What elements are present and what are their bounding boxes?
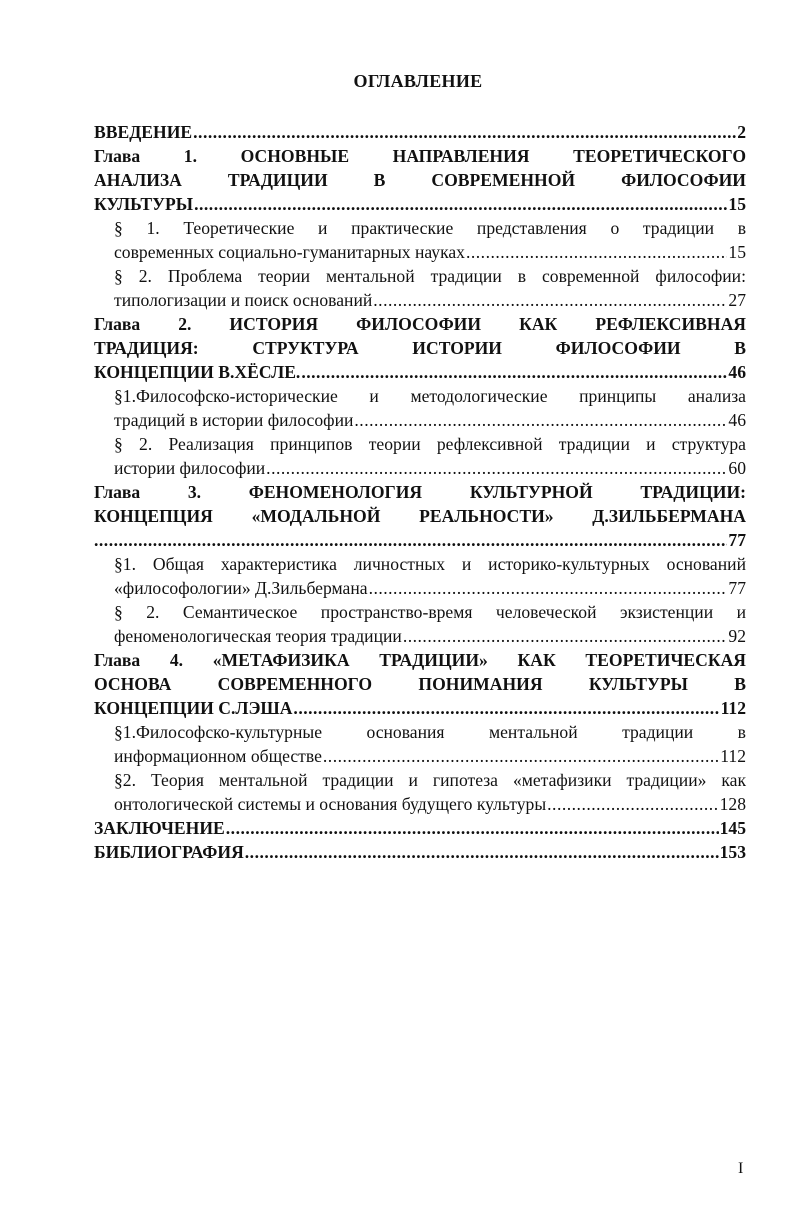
entry-title: «философологии» Д.Зильбермана [114,578,368,598]
toc-entry-section-3-2[interactable] [94,600,746,648]
toc-entry-section-1-2[interactable] [94,264,746,312]
entry-title-line: §1. Общая характеристика личностных и историко-культурных оснований [114,554,746,574]
dot-leader [547,792,718,816]
entry-title-line: §1.Философско-исторические и методологические принципы анализа [114,386,746,406]
toc-entry-section-1-1[interactable] [94,216,746,264]
table-of-contents [94,120,746,864]
dot-leader [369,576,728,600]
toc-entry-section-3-1[interactable] [94,552,746,600]
dot-leader [323,744,719,768]
entry-title: феноменологическая теория традиции [114,626,402,646]
dot-leader [245,840,719,864]
entry-title-line: КОНЦЕПЦИЯ «МОДАЛЬНОЙ РЕАЛЬНОСТИ» Д.ЗИЛЬБЕРМАНА [94,506,746,526]
page-number: 77 [728,578,746,598]
page-number: 92 [728,626,746,646]
page-number: 112 [720,746,746,766]
entry-title: традиций в истории философии [114,410,354,430]
entry-title-line: § 2. Семантическое пространство-время человеческой экзистенции и [114,602,746,622]
entry-title: БИБЛИОГРАФИЯ [94,842,244,862]
entry-title-line: §1.Философско-культурные основания ментальной традиции в [114,722,746,742]
page-number: 46 [728,362,746,382]
entry-title-line: § 1. Теоретические и практические представления о традиции в [114,218,746,238]
entry-title: ВВЕДЕНИЕ [94,122,193,142]
dot-leader [373,288,727,312]
page-number: 128 [719,794,746,814]
dot-leader [466,240,727,264]
dot-leader [266,456,727,480]
entry-title-line: Глава 3. ФЕНОМЕНОЛОГИЯ КУЛЬТУРНОЙ ТРАДИЦИИ: [94,482,746,502]
entry-title-line: § 2. Проблема теории ментальной традиции в современной философии: [114,266,746,286]
entry-title: КУЛЬТУРЫ [94,194,194,214]
dot-leader [403,624,728,648]
entry-title-line: АНАЛИЗА ТРАДИЦИИ В СОВРЕМЕННОЙ ФИЛОСОФИИ [94,170,746,190]
page-number: 145 [719,818,746,838]
folio-page-number: I [738,1160,744,1177]
toc-entry-section-2-2[interactable] [94,432,746,480]
toc-entry-section-4-2[interactable] [94,768,746,816]
entry-title-line: ОСНОВА СОВРЕМЕННОГО ПОНИМАНИЯ КУЛЬТУРЫ В [94,674,746,694]
entry-title: истории философии [114,458,266,478]
dot-leader [193,120,736,144]
dot-leader [354,408,727,432]
entry-title-line: §2. Теория ментальной традиции и гипотеза «метафизики традиции» как [114,770,746,790]
page-number: 27 [728,290,746,310]
entry-title-line: Глава 4. «МЕТАФИЗИКА ТРАДИЦИИ» КАК ТЕОРЕТИЧЕСКАЯ [94,650,746,670]
page-number: 153 [719,842,746,862]
entry-title: ЗАКЛЮЧЕНИЕ [94,818,225,838]
entry-title: информационном обществе [114,746,322,766]
entry-title: типологизации и поиск оснований [114,290,373,310]
page-number: 77 [728,530,746,550]
dot-leader [301,360,727,384]
toc-entry-introduction[interactable] [94,120,746,144]
toc-entry-section-4-1[interactable] [94,720,746,768]
dot-leader [293,696,719,720]
toc-entry-section-2-1[interactable] [94,384,746,432]
page-number: 15 [728,194,746,214]
toc-entry-chapter-2[interactable] [94,312,746,384]
entry-title: онтологической системы и основания будущего культуры [114,794,547,814]
page-number: 2 [737,122,746,142]
dot-leader [194,192,727,216]
toc-entry-chapter-1[interactable] [94,144,746,216]
page-number: 60 [728,458,746,478]
entry-title-line: ТРАДИЦИЯ: СТРУКТУРА ИСТОРИИ ФИЛОСОФИИ В [94,338,746,358]
page-number: 46 [728,410,746,430]
entry-title: КОНЦЕПЦИИ В.ХЁСЛЕ. [94,362,301,382]
entry-title-line: Глава 1. ОСНОВНЫЕ НАПРАВЛЕНИЯ ТЕОРЕТИЧЕСКОГО [94,146,746,166]
toc-entry-chapter-4[interactable] [94,648,746,720]
dot-leader [226,816,719,840]
entry-title-line: Глава 2. ИСТОРИЯ ФИЛОСОФИИ КАК РЕФЛЕКСИВНАЯ [94,314,746,334]
entry-title: КОНЦЕПЦИИ С.ЛЭША [94,698,293,718]
page-number: 112 [720,698,746,718]
dot-leader [94,528,727,552]
page-number: 15 [728,242,746,262]
toc-entry-bibliography[interactable] [94,840,746,864]
page-title: ОГЛАВЛЕНИЕ [353,71,483,91]
entry-title: современных социально-гуманитарных науках [114,242,465,262]
entry-title-line: § 2. Реализация принципов теории рефлексивной традиции и структура [114,434,746,454]
toc-entry-conclusion[interactable] [94,816,746,840]
toc-entry-chapter-3[interactable] [94,480,746,552]
